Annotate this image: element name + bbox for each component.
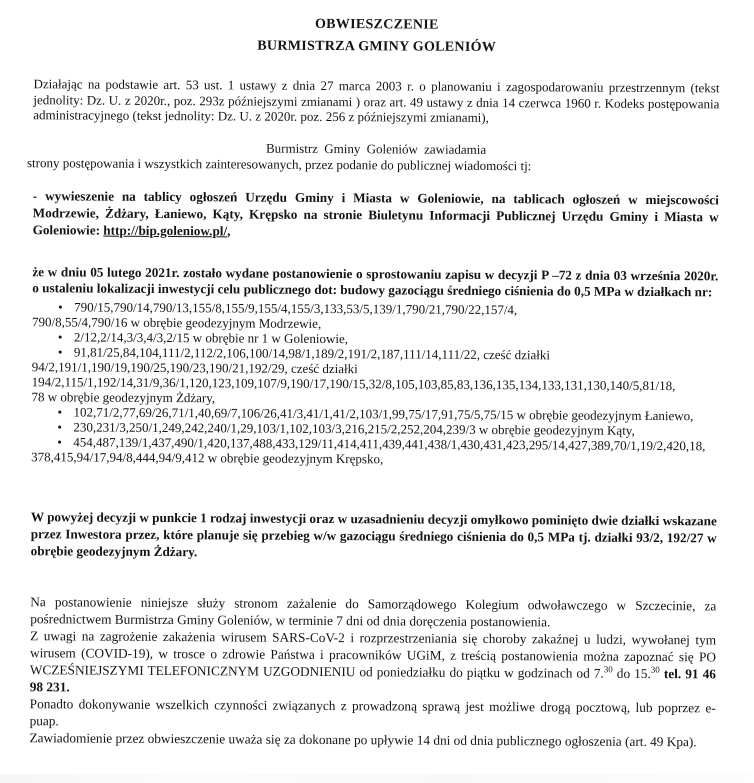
plot-item-text: 2/12,2/14,3/3,4/3,2/15 w obrębie nr 1 w Goleniowie, [73,328,349,346]
plot-item-modrzewie [32,299,718,333]
posting-text-after: , [227,222,231,238]
plot-item-text: 790/15,790/14,790/13,155/8,155/9,155/4,155/3,133,53/5,139/1,790/21,790/22,157/4, 790/8,55/4,790/16 w obrębie geodezyjnym Modrzewie, [31,298,518,331]
epuap-paragraph: Ponadto dokonywanie wszelkich czynności związanych z prowadzoną sprawą jest możliwe drogą pocztową, lub poprzez e-puap. [29,695,716,728]
plot-item-zdzary [32,344,718,408]
covid-text-mid: do 15. [612,665,651,681]
plot-item-text: 91,81/25,84,104,111/2,112/2,106,100/14,98/1,189/2,191/2,187,111/14,111/22, cześć działki 94/2,191/1,190/19,190/25,190/23,190/21,192/29, cześć działki 194/2,115/1,192/14,31/9,36/1,120,123,109,107/9,190/17,190/15,32/8,105,103,85,83,136,135,134,133,131,130,140/5,81/18, 78 w obrębie geodezyjnym Żdżary, [31,343,676,405]
bullet-icon: • [57,343,63,359]
decision-paragraph: że w dniu 05 lutego 2021r. zostało wydane postanowienie o sprostowaniu zapisu w decyzji P –72 z dnia 03 września 2020r. o ustaleniu lokalizacji inwestycji celu publicznego dot: budowy gazociągu średniego ciśnienia do 0,5 MPa w działkach nr: [32,263,719,299]
covid-paragraph [30,627,716,699]
bullet-icon: • [57,433,62,449]
correction-paragraph: W powyżej decyzji w punkcie 1 rodzaj inwestycji oraz w uzasadnieniu decyzji omyłkowo pominięto dwie działki wskazane przez Inwestora przez, które planuje się przebieg w/w gazociągu średniego ciśnienia do 0,5 MPa tj. działki 93/2, 192/27 w obrębie geodezyjnym Żdżary. [30,508,717,559]
hours-superscript: 30 [650,664,660,675]
bullet-icon: • [57,403,63,419]
covid-text: Z uwagi na zagrożenie zakażenia wirusem SARS-CoV-2 i rozprzestrzeniania się choroby zakaźnej u ludzi, wywołanej tym wirusem (COVID-19), w trosce o zdrowie Państwa i pracowników UGiM, z treścią postanowienia można zapoznać się PO WCZEŚNIEJSZYMI TELEFONICZNYM UZGODNIENIU od poniedziałku do piątku w godzinach od 7. [29,627,717,681]
posting-paragraph [33,187,719,242]
bullet-icon: • [57,328,63,344]
legal-basis-paragraph: Działając na podstawie art. 53 ust. 1 ustawy z dnia 27 marca 2003 r. o planowaniu i zagospodarowaniu przestrzennym (tekst jednolity: Dz. U. z 2020r., poz. 293z późniejszymi zmianami ) oraz art. 49 ustawy z dnia 14 czerwca 1960 r. Kodeks postępowania administracyjnego (tekst jednolity: Dz. U. z 2020r. poz. 256 z późniejszymi zmianami), [33,76,720,125]
hours-superscript: 30 [603,663,613,674]
final-notice-paragraph: Zawiadomienie przez obwieszczenie uważa się za dokonane po upływie 14 dni od dnia publicznego ogłoszenia (art. 49 Kpa). [29,729,697,749]
bullet-icon: • [58,298,63,314]
phone-number: tel. 91 46 98 231. [29,665,716,694]
closing-section [29,593,716,750]
scan-noise-strip [0,774,754,783]
posting-text: - wywieszenie na tablicy ogłoszeń Urzędu Gminy i Miasta w Goleniowie, na tablicach ogłoszeń w miejscowości Modrzewie, Żdżary, Łaniewo, Kąty, Krępsko na stronie Biuletynu Informacji Publicznej Urzędu Gminy i Miasta w Goleniowie: [32,187,719,238]
bip-link[interactable]: http://bip.goleniow.pl/ [103,222,228,238]
plot-item-text: 102,71/2,77,69/26,71/1,40,69/7,106/26,41/3,41/1,41/2,103/1,99,75/17,91,75/5,75/15 w obrębie geodezyjnym Łaniewo, [73,403,694,423]
notice-subtitle: BURMISTRZA GMINY GOLENIÓW [257,38,497,56]
bullet-icon: • [57,418,63,434]
notice-title: OBWIESZCZENIE [314,16,439,33]
plot-item-text: 230,231/3,250/1,249,242,240/1,29,103/1,102,103/3,216,215/2,252,204,239/3 w obrębie geodezyjnym Kąty, [73,418,635,438]
plot-list [31,299,718,468]
plot-item-krepsko [31,434,717,468]
appeal-paragraph: Na postanowienie niniejsze służy stronom zażalenie do Samorządowego Kolegium odwoławczego w Szczecinie, za pośrednictwem Burmistrza Gminy Goleniów, w terminie 7 dni od dnia doręczenia postanowienia. [30,593,717,629]
plot-item-text: 454,487,139/1,437,490/1,420,137,488,433,129/11,414,411,439,441,438/1,430,431,423,295/14,427,389,70/1,19/2,420,18, 378,415,94/17,94/8,444,94/9,412 w obrębie geodezyjnym Krępsko, [31,433,706,466]
announcement-line: Burmistrz Gminy Goleniów zawiadamia [265,140,487,157]
announcement-audience-line: strony postępowania i wszystkich zainteresowanych, przez podanie do publicznej wiadomości tj: [26,154,532,173]
